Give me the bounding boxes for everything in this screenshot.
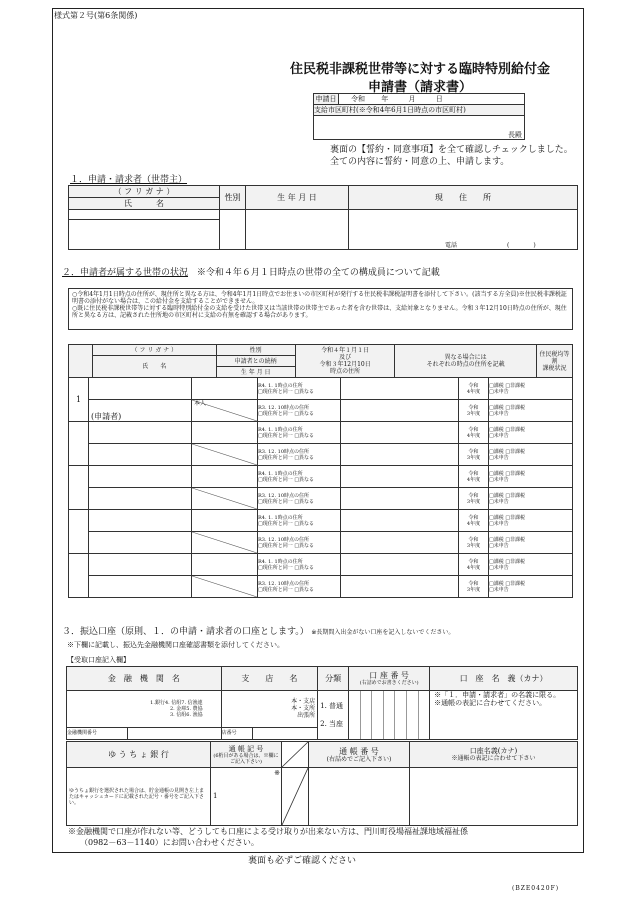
member-r3-address[interactable]: R3. 12. 10時点の住所 □現住所と同一 □異なる [258, 488, 341, 510]
member-r3-year: 令和 3年度 [459, 532, 489, 554]
member-number [69, 510, 89, 554]
section2-info-box: ○令和4年1月1日時点の住所が、現住所と異なる方は、令和4年1月1日時点でお住まいの市区町村が発行する住民税非課税証明書を添付して下さい。(該当する方全員)※住民税非課税証明書の添付がない場合は、この給付金を支給することができません。 ○既に住民税非課税世帯等に対する臨時特別給付金の支給を受けた世帯又は当該世帯の世帯主であった者を含む世帯は、支給対象となりません。令和３年12月10日時点の住所が、現住所と異なる方は、記載された住所地の市区町村に支給の有無を確認する場合があります。 [68, 288, 573, 330]
member-r3-diff-field[interactable] [341, 444, 459, 466]
hh-diff-header: 異なる場合には それぞれの時点の住所を記載 [395, 345, 537, 378]
hh-furigana-header: （ フ リ ガ ナ ） [93, 345, 217, 356]
member-r4-address[interactable]: R4. 1. 1時点の住所 □現住所と同一 □異なる [258, 554, 341, 576]
dob-header: 生 年 月 日 [246, 186, 349, 210]
member-furigana-field[interactable] [89, 378, 192, 400]
member-r4-tax[interactable]: □課税 □非課税 □未申告 [489, 378, 573, 400]
section2-heading-row [62, 265, 440, 278]
furigana-header: （ フ リ ガ ナ ） [69, 186, 220, 198]
name-header: 氏 名 [69, 198, 220, 210]
member-relation-dob-field[interactable]: 本人 [192, 400, 258, 422]
bank-type-options[interactable]: 1.銀行4. 信組7. 信漁連 2. 金庫5. 農協 3. 信組6. 漁協 [67, 691, 222, 728]
bank-code-field[interactable] [128, 727, 222, 739]
hh-date-header: 令和４年１月１日 及び 令和３年12月10日 時点の住所 [295, 345, 395, 378]
name-field[interactable] [69, 220, 220, 250]
member-number [69, 466, 89, 510]
yucho-divider-cell-2 [282, 768, 309, 826]
household-table [68, 344, 573, 378]
gender-field[interactable] [220, 210, 246, 250]
passbook-mark-header: 通 帳 記 号 (6桁目がある場合は、※欄にご記入下さい) [211, 742, 282, 768]
applicant-table [68, 185, 578, 250]
yucho-holder-field[interactable] [410, 768, 578, 826]
member-r3-address[interactable]: R3. 12. 10時点の住所 □現住所と同一 □異なる [258, 400, 341, 422]
hh-tax-header: 住民税均等割 課税状況 [536, 345, 572, 378]
member-number [69, 554, 89, 598]
municipality-field[interactable]: 長殿 [314, 116, 525, 140]
member-name-field[interactable] [89, 488, 192, 510]
passbook-no-field[interactable] [309, 768, 410, 826]
member-r3-diff-field[interactable] [341, 576, 459, 598]
branch-type-options[interactable]: 本・支店 本・支所 出張所 [221, 691, 317, 728]
form-number: 様式第２号(第6条関係) [54, 11, 138, 20]
member-r4-tax[interactable]: □課税 □非課税 □未申告 [489, 422, 573, 444]
member-gender-field[interactable] [192, 378, 258, 400]
member-r4-year: 令和 4年度 [459, 466, 489, 488]
member-gender-field[interactable] [192, 422, 258, 444]
member-gender-field[interactable] [192, 466, 258, 488]
member-r3-address[interactable]: R3. 12. 10時点の住所 □現住所と同一 □異なる [258, 576, 341, 598]
account-no-header: 口 座 番 号 (右詰めでお書きください) [349, 667, 430, 691]
section2-note: ※令和４年６月１日時点の世帯の全ての構成員について記載 [196, 268, 440, 278]
member-r3-tax[interactable]: □課税 □非課税 □未申告 [489, 532, 573, 554]
member-r4-address[interactable]: R4. 1. 1時点の住所 □現住所と同一 □異なる [258, 378, 341, 400]
member-r3-address[interactable]: R3. 12. 10時点の住所 □現住所と同一 □異なる [258, 444, 341, 466]
section3-heading-note: ※長期間入出金がない口座を記入しないでください。 [311, 629, 455, 636]
member-r3-tax[interactable]: □課税 □非課税 □未申告 [489, 576, 573, 598]
member-r4-address[interactable]: R4. 1. 1時点の住所 □現住所と同一 □異なる [258, 466, 341, 488]
member-r3-address[interactable]: R3. 12. 10時点の住所 □現住所と同一 □異なる [258, 532, 341, 554]
holder-field[interactable]: ※「１．申請・請求者」の名義に限る。 ※通帳の表記に合わせてください。 [430, 691, 578, 740]
section3-heading: ３．振込口座（原則、１．の申請・請求者の口座とします。） [62, 627, 309, 637]
contact-note: ※金融機関で口座が作れない等、どうしても口座による受け取りが出来ない方は、門川町役場福祉課地域福祉係 （0982－63－1140）にお問い合わせください。 [68, 827, 468, 847]
member-r3-diff-field[interactable] [341, 400, 459, 422]
member-r4-year: 令和 4年度 [459, 422, 489, 444]
member-r3-diff-field[interactable] [341, 488, 459, 510]
date-municipality-box [313, 93, 525, 140]
member-furigana-field[interactable] [89, 422, 192, 444]
member-r4-diff-field[interactable] [341, 554, 459, 576]
member-furigana-field[interactable] [89, 554, 192, 576]
section2-heading: ２．申請者が属する世帯の状況 [62, 268, 189, 278]
member-r3-year: 令和 3年度 [459, 488, 489, 510]
member-r3-tax[interactable]: □課税 □非課税 □未申告 [489, 400, 573, 422]
branch-header: 支 店 名 [221, 667, 317, 691]
yucho-note: ゆうちょ銀行を選択された場合は、貯金通帳の見開き左上またはキャッシュカードに記載された記号・番号をご記入下さい。 [67, 768, 211, 826]
member-r3-tax[interactable]: □課税 □非課税 □未申告 [489, 488, 573, 510]
member-r4-tax[interactable]: □課税 □非課税 □未申告 [489, 466, 573, 488]
member-name-field[interactable]: (申請者) [89, 400, 192, 422]
pledge-text: 裏面の【誓約・同意事項】を全て確認しチェックしました。 全ての内容に誓約・同意の上、申請します。 [330, 145, 573, 167]
bank-code-label: 金融機関番号 [67, 727, 128, 739]
member-r4-tax[interactable]: □課税 □非課税 □未申告 [489, 554, 573, 576]
passbook-no-header: 通 帳 番 号 (右詰めでご記入下さい) [309, 742, 410, 768]
member-name-field[interactable] [89, 576, 192, 598]
municipality-label: 支給市区町村(※令和4年6月1日時点の市区町村) [314, 105, 525, 116]
gender-header: 性別 [220, 186, 246, 210]
section3-heading-row [62, 624, 454, 637]
form-code: (BZE0420F) [512, 885, 560, 892]
back-note: 裏面も必ずご確認ください [248, 856, 357, 866]
member-number: 1 [69, 378, 89, 422]
member-r4-year: 令和 4年度 [459, 378, 489, 400]
branch-code-field[interactable] [252, 727, 317, 739]
member-r4-address[interactable]: R4. 1. 1時点の住所 □現住所と同一 □異なる [258, 422, 341, 444]
hh-gender-header: 性別 [216, 345, 295, 356]
holder-header: 口 座 名 義（カナ） [430, 667, 578, 691]
member-furigana-field[interactable] [89, 466, 192, 488]
member-relation-dob-field[interactable] [192, 488, 258, 510]
account-type-options[interactable]: 1. 普通 2. 当座 [318, 691, 349, 740]
dob-field[interactable] [246, 210, 349, 250]
member-gender-field[interactable] [192, 554, 258, 576]
member-relation-dob-field[interactable] [192, 444, 258, 466]
member-number [69, 422, 89, 466]
member-name-field[interactable] [89, 444, 192, 466]
account-no-field[interactable] [349, 691, 430, 740]
member-r4-address[interactable]: R4. 1. 1時点の住所 □現住所と同一 □異なる [258, 510, 341, 532]
passbook-mark-field[interactable]: 1 ※ [211, 768, 282, 826]
member-r3-year: 令和 3年度 [459, 444, 489, 466]
address-field[interactable]: 電話 ( ) [349, 210, 578, 250]
member-r4-diff-field[interactable] [341, 422, 459, 444]
section1-heading: １．申請・請求者（世帯主） [70, 175, 188, 185]
date-label: 申請日 [315, 95, 337, 103]
form-title: 住民税非課税世帯等に対する臨時特別給付金 [289, 62, 550, 77]
bank-table [66, 666, 578, 740]
member-r3-year: 令和 3年度 [459, 576, 489, 598]
yucho-table [66, 741, 578, 826]
member-relation-dob-field[interactable] [192, 576, 258, 598]
yucho-holder-header: 口座名義(カナ) ※通帳の表記に合わせて下さい [410, 742, 578, 768]
member-relation-dob-field[interactable] [192, 532, 258, 554]
branch-code-label: 店番号 [221, 727, 252, 739]
member-r3-diff-field[interactable] [341, 532, 459, 554]
member-furigana-field[interactable] [89, 510, 192, 532]
member-r3-year: 令和 3年度 [459, 400, 489, 422]
member-name-field[interactable] [89, 532, 192, 554]
household-body-table [68, 377, 573, 598]
member-gender-field[interactable] [192, 510, 258, 532]
section3-box-label: 【受取口座記入欄】 [67, 656, 130, 664]
member-r4-year: 令和 4年度 [459, 554, 489, 576]
member-r3-tax[interactable]: □課税 □非課税 □未申告 [489, 444, 573, 466]
yucho-header: ゆ う ち ょ 銀 行 [67, 742, 211, 768]
member-r4-diff-field[interactable] [341, 466, 459, 488]
household-rows [68, 377, 573, 598]
hh-relation-header: 申請者との続柄 [216, 356, 295, 367]
hh-dob-header: 生 年 月 日 [216, 367, 295, 378]
yucho-divider-cell [282, 742, 309, 768]
furigana-field[interactable] [69, 210, 220, 220]
address-header: 現 住 所 [349, 186, 578, 210]
type-header: 分類 [318, 667, 349, 691]
member-r4-tax[interactable]: □課税 □非課税 □未申告 [489, 510, 573, 532]
hh-name-header: 氏 名 [93, 356, 217, 378]
bank-name-header: 金 融 機 関 名 [67, 667, 222, 691]
date-field[interactable]: 令和 年 月 日 [339, 94, 525, 105]
form-subtitle: 申請書（請求書） [367, 80, 472, 95]
member-r4-diff-field[interactable] [341, 378, 459, 400]
member-r4-diff-field[interactable] [341, 510, 459, 532]
section3-note: ※下欄に記載し、振込先金融機関口座確認書類を添付してください。 [67, 641, 284, 649]
member-r4-year: 令和 4年度 [459, 510, 489, 532]
